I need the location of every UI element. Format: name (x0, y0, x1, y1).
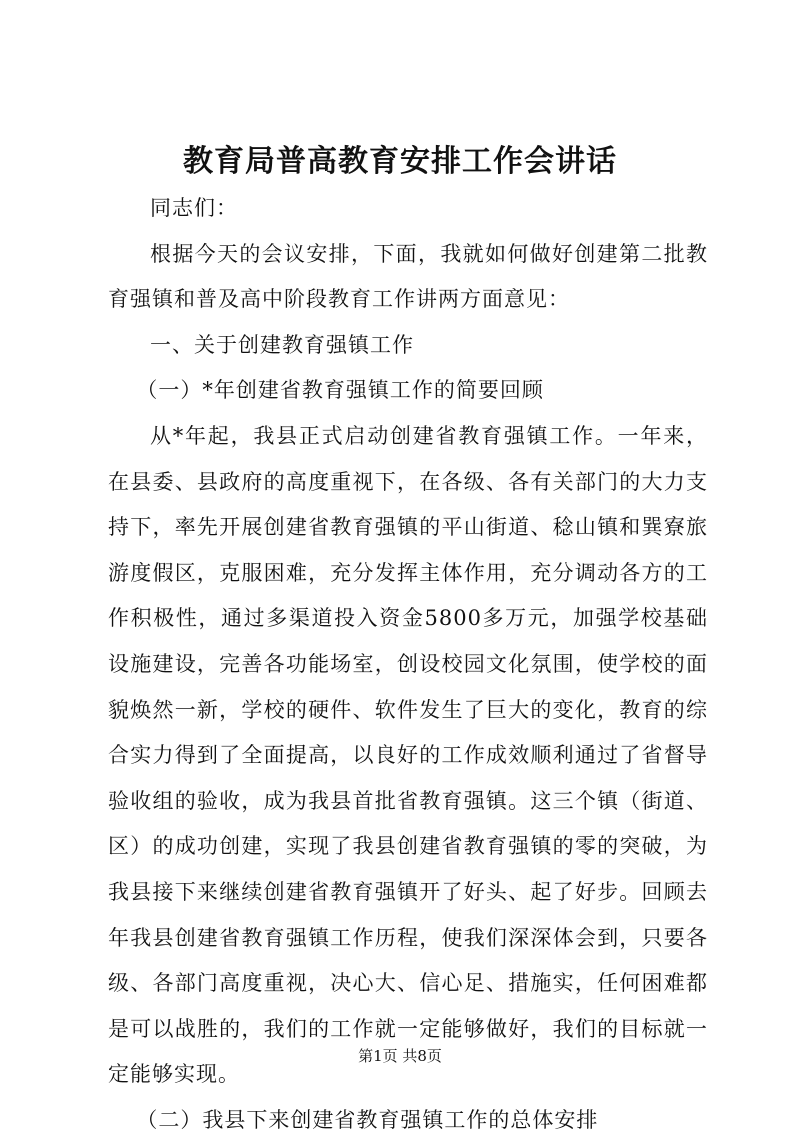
document-title: 教育局普高教育安排工作会讲话 (183, 144, 617, 179)
document-body (108, 186, 708, 1143)
subsection-heading-2: （二）我县下来创建省教育强镇工作的总体安排 (136, 1107, 599, 1132)
subsection-1-paragraph: 从*年起，我县正式启动创建省教育强镇工作。一年来，在县委、县政府的高度重视下，在各级、各有关部门的大力支持下，率先开展创建省教育强镇的平山街道、稔山镇和巽寮旅游度假区，克服困难，充分发挥主体作用，充分调动各方的工作积极性，通过多渠道投入资金5800多万元，加强学校基础设施建设，完善各功能场室，创设校园文化氛围，使学校的面貌焕然一新，学校的硬件、软件发生了巨大的变化，教育的综合实力得到了全面提高，以良好的工作成效顺利通过了省督导验收组的验收，成为我县首批省教育强镇。这三个镇（街道、区）的成功创建，实现了我县创建省教育强镇的零的突破，为我县接下来继续创建省教育强镇开了好头、起了好步。回顾去年我县创建省教育强镇工作历程，使我们深深体会到，只要各级、各部门高度重视，决心大、信心足、措施实，任何困难都是可以战胜的，我们的工作就一定能够做好，我们的目标就一定能够实现。 (108, 423, 708, 1087)
intro-paragraph: 根据今天的会议安排，下面，我就如何做好创建第二批教育强镇和普及高中阶段教育工作讲两方面意见： (108, 241, 708, 312)
salutation: 同志们： (150, 196, 238, 220)
section-heading-1: 一、关于创建教育强镇工作 (150, 332, 414, 357)
subsection-heading-1: （一）*年创建省教育强镇工作的简要回顾 (136, 378, 544, 403)
page-footer: 第1页 共8页 (358, 1047, 442, 1065)
